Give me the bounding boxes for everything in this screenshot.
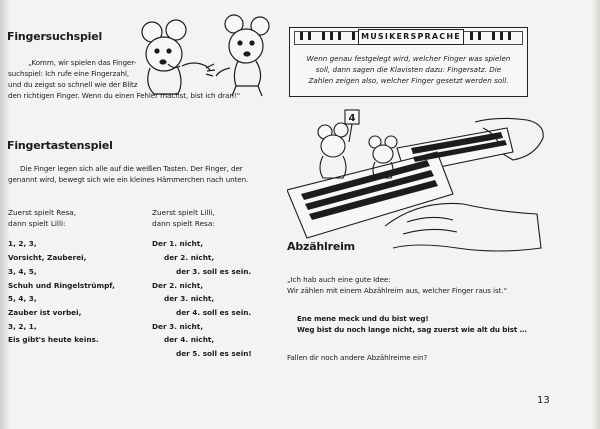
verse-left-line: 5, 4, 3,	[8, 294, 37, 304]
fingersuchspiel-line-2: suchspiel: Ich rufe eine Fingerzahl,	[8, 69, 130, 78]
musikersprache-line-3: Zahlen zeigen also, welcher Finger gesetzt werden soll.	[308, 76, 509, 85]
fingersuchspiel-line-4: den richtigen Finger. Wenn du einen Fehler machst, bist ich dran!“	[8, 91, 241, 100]
verse-left-line: 1, 2, 3,	[8, 239, 37, 249]
fingersuchspiel-line-1: „Komm, wir spielen das Finger-	[28, 58, 137, 67]
verse-right	[152, 206, 252, 361]
musikersprache-line-2: soll, dann sagen die Klavisten dazu: Fingersatz. Die	[315, 65, 502, 74]
abzaehlreim-quote-2: Wir zählen mit einem Abzählreim aus, welcher Finger raus ist.“	[287, 286, 508, 295]
abzaehlreim-rhyme-1: Ene mene meck und du bist weg!	[297, 314, 429, 323]
abzaehlreim-quote-1: „Ich hab auch eine gute Idee:	[287, 275, 391, 284]
verse-right-line: Der 3. nicht,	[152, 321, 204, 331]
musikersprache-title: MUSIKERSPRACHE	[358, 29, 464, 45]
verse-left-intro-1: Zuerst spielt Resa,	[8, 208, 77, 217]
verse-left-line: Zauber ist vorbei,	[8, 307, 82, 317]
page-edge-shadow	[592, 0, 600, 429]
fingertastenspiel-line-1: Die Finger legen sich alle auf die weißen Tasten. Der Finger, der	[20, 164, 243, 173]
page-number: 13	[537, 395, 550, 406]
fingertastenspiel-line-2: genannt wird, bewegt sich wie ein kleines Hämmerchen nach unten.	[8, 175, 249, 184]
verse-right-line: der 3. nicht,	[164, 294, 215, 304]
fingersuchspiel-title: Fingersuchspiel	[7, 30, 103, 43]
verse-right-line: der 4. soll es sein.	[176, 307, 252, 317]
verse-right-line: der 3. soll es sein.	[176, 266, 252, 276]
verse-right-line: Der 2. nicht,	[152, 280, 204, 290]
fingersuchspiel-line-3: und du zeigst so schnell wie der Blitz	[8, 80, 138, 89]
verse-left-line: 3, 2, 1,	[8, 321, 37, 331]
verse-right-line: der 5. soll es sein!	[176, 349, 252, 359]
verse-right-intro-1: Zuerst spielt Lilli,	[152, 208, 215, 217]
verse-left-line: Eis gibt's heute keins.	[8, 335, 99, 345]
verse-left-line: Vorsicht, Zauberei,	[8, 253, 87, 263]
verse-right-line: der 2. nicht,	[164, 253, 215, 263]
verse-left-line: 3, 4, 5,	[8, 266, 37, 276]
sign-number: 4	[348, 113, 356, 124]
abzaehlreim-rhyme-2: Weg bist du noch lange nicht, sag zuerst wie alt du bist …	[297, 325, 527, 334]
fingertastenspiel-title: Fingertastenspiel	[7, 139, 113, 152]
verse-left	[8, 206, 115, 347]
piano-hands-illustration	[287, 108, 545, 256]
verse-right-intro-2: dann spielt Resa:	[152, 218, 215, 228]
verse-left-line: Schuh und Ringelstrümpf,	[8, 280, 115, 290]
abzaehlreim-title: Abzählreim	[287, 240, 355, 253]
musikersprache-line-1: Wenn genau festgelegt wird, welcher Finger was spielen	[306, 54, 511, 63]
verse-right-line: Der 1. nicht,	[152, 239, 204, 249]
verse-left-intro-2: dann spielt Lilli:	[8, 218, 66, 228]
verse-right-line: der 4. nicht,	[164, 335, 215, 345]
mice-illustration	[132, 10, 272, 98]
musikersprache-box	[289, 27, 528, 97]
abzaehlreim-question: Fallen dir noch andere Abzählreime ein?	[287, 353, 428, 362]
